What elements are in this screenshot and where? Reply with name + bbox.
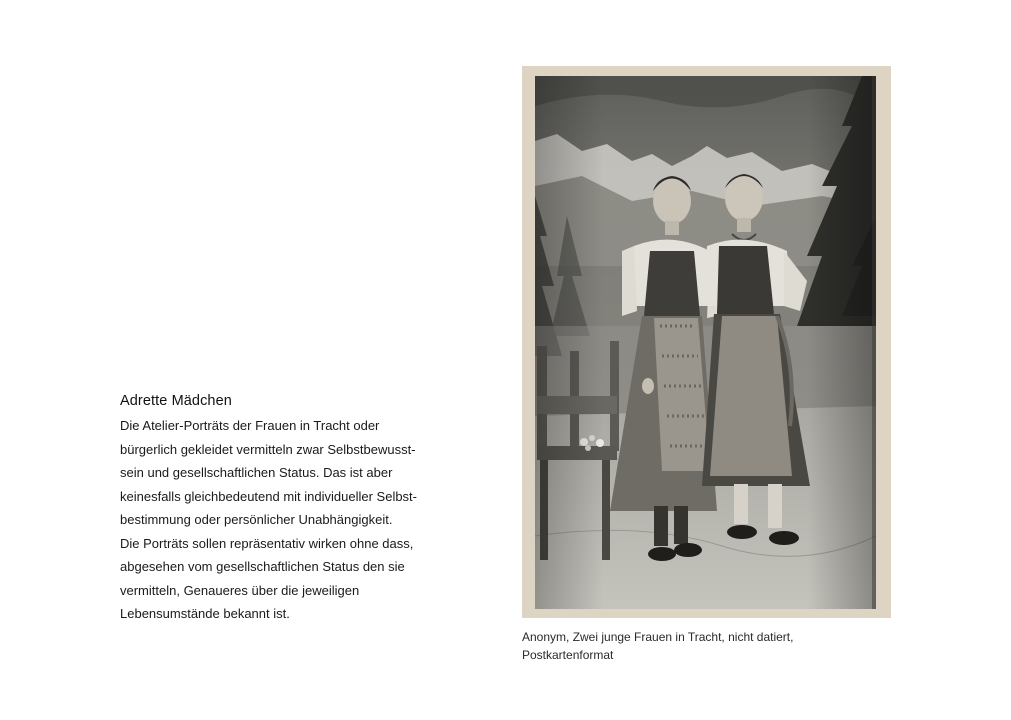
- paragraph-line: keinesfalls gleichbedeutend mit individueller Selbst-: [120, 488, 418, 504]
- photograph-illustration: [522, 66, 891, 618]
- body-paragraph: [120, 414, 450, 626]
- section-heading: Adrette Mädchen: [120, 393, 232, 409]
- paragraph-line: bürgerlich gekleidet vermitteln zwar Selbstbewusst-: [120, 441, 416, 457]
- paragraph-line: vermitteln, Genaueres über die jeweiligen: [120, 582, 360, 598]
- vintage-photograph: [522, 66, 891, 618]
- photo-caption: [522, 628, 902, 664]
- paragraph-line: Die Porträts sollen repräsentativ wirken ohne dass,: [120, 535, 414, 551]
- paragraph-line: abgesehen vom gesellschaftlichen Status den sie: [120, 559, 405, 574]
- paragraph-line: Die Atelier-Porträts der Frauen in Tracht oder: [120, 418, 380, 433]
- paragraph-line: sein und gesellschaftlichen Status. Das ist aber: [120, 465, 393, 480]
- text-block: [120, 393, 450, 626]
- caption-line: Postkartenformat: [522, 648, 614, 662]
- paragraph-line: Lebensumstände bekannt ist.: [120, 606, 290, 621]
- caption-line: Anonym, Zwei junge Frauen in Tracht, nicht datiert,: [522, 630, 794, 644]
- paragraph-line: bestimmung oder persönlicher Unabhängigkeit.: [120, 512, 393, 527]
